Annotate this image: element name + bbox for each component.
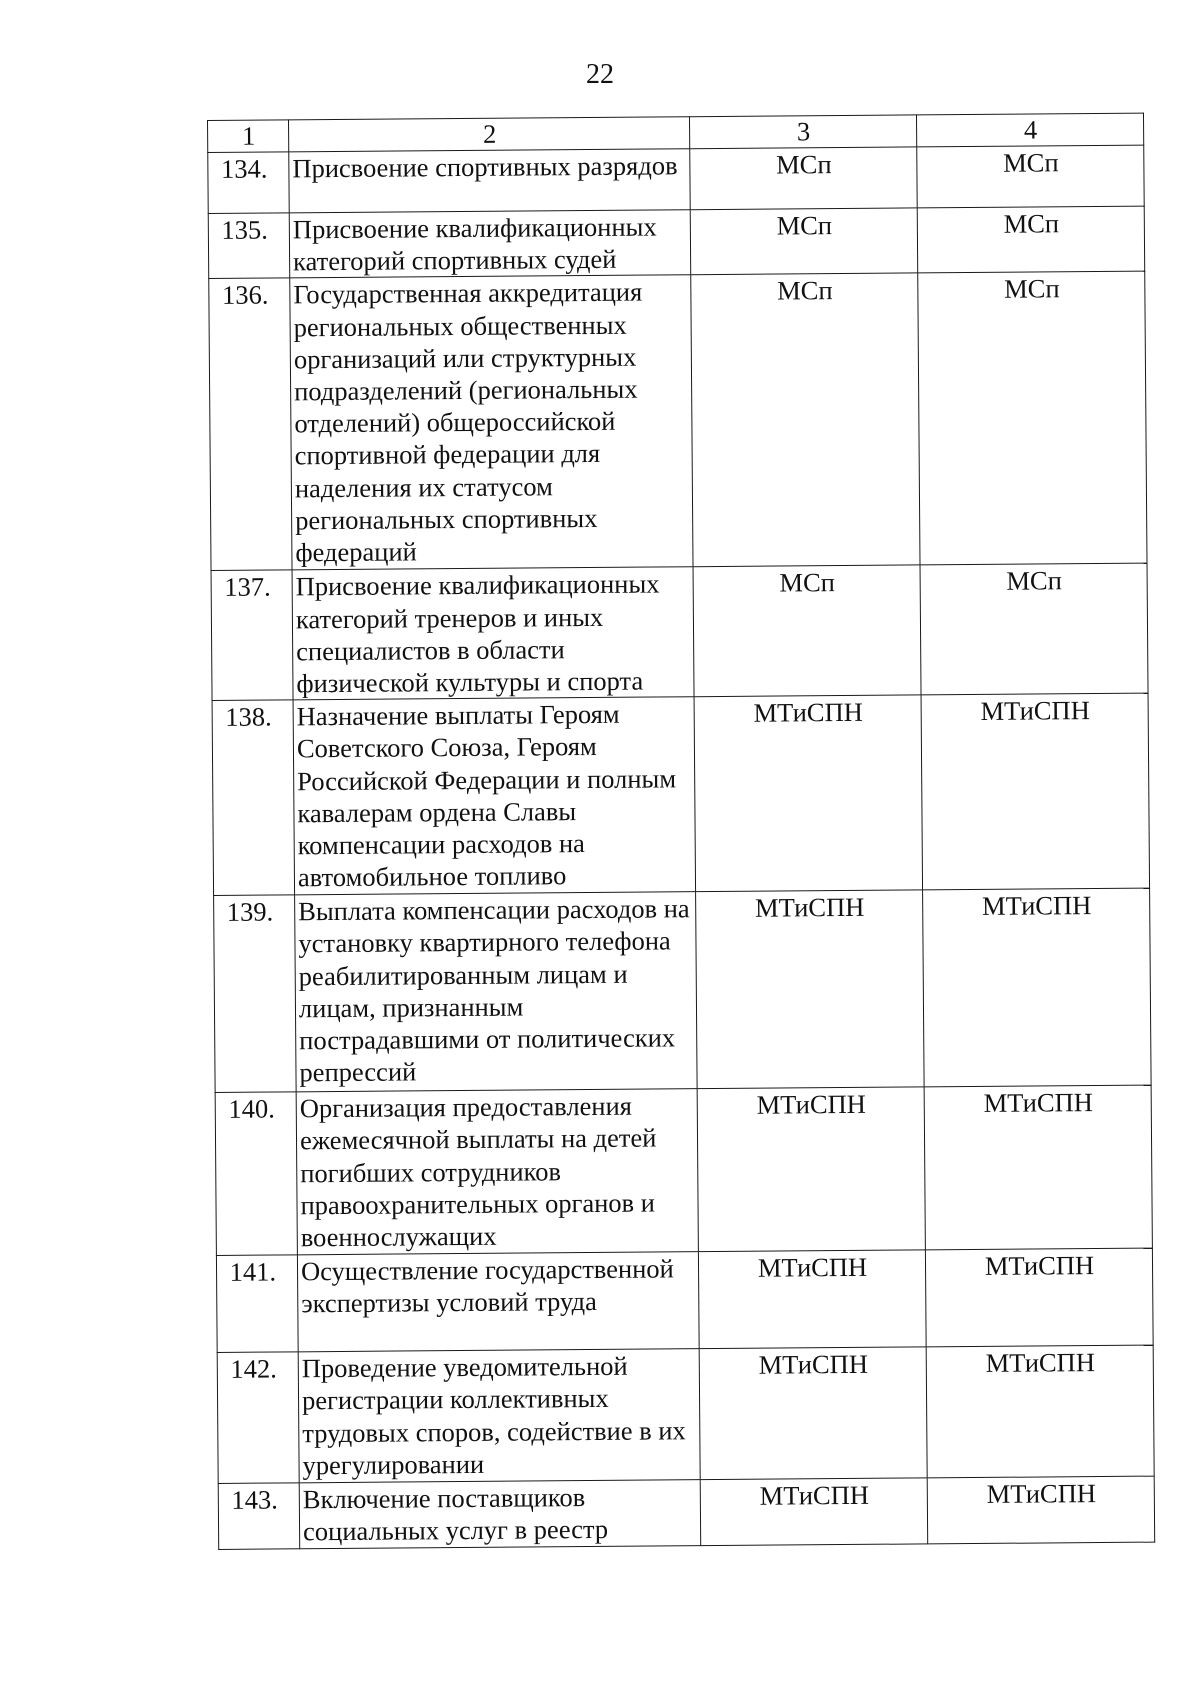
row-col4: МСп <box>917 206 1145 273</box>
row-col4: МТиСПН <box>926 1345 1154 1478</box>
services-table <box>207 113 1155 1551</box>
row-col4: МСп <box>918 272 1147 566</box>
table-row <box>209 272 1147 571</box>
table-row <box>214 888 1152 1092</box>
row-description: Государственная аккредитация региональных общественных организаций или структурных подразделений (региональных отделений) общероссийской спортивной федерации для наделения их статусом региональных спортивных федераций <box>290 275 693 570</box>
row-description: Назначение выплаты Героям Советского Союза, Героям Российской Федерации и полным кавалерам ордена Славы компенсации расходов на автомобильное топливо <box>293 697 696 895</box>
row-number: 138. <box>212 700 295 896</box>
row-number: 137. <box>211 570 293 700</box>
row-description: Включение поставщиков социальных услуг в реестр <box>299 1480 701 1549</box>
row-description: Проведение уведомительной регистрации коллективных трудовых споров, содействие в их урегулировании <box>298 1349 700 1483</box>
table-row <box>217 1345 1154 1483</box>
row-number: 136. <box>209 278 292 571</box>
table-row <box>212 693 1150 895</box>
row-description: Присвоение квалификационных категорий спортивных судей <box>289 210 691 279</box>
table-row <box>218 1476 1154 1549</box>
table-row <box>216 1248 1153 1352</box>
row-col3: МСп <box>690 208 918 275</box>
row-col3: МСп <box>691 273 920 567</box>
row-number: 141. <box>216 1255 298 1353</box>
row-number: 135. <box>208 213 290 279</box>
row-col3: МТиСПН <box>699 1347 927 1480</box>
row-description: Организация предоставления ежемесячной выплаты на детей погибших сотрудников правоохранительных органов и военнослужащих <box>296 1089 698 1255</box>
row-col3: МСп <box>690 147 917 210</box>
row-col3: МТиСПН <box>698 1250 926 1349</box>
table-row <box>208 145 1144 213</box>
row-number: 134. <box>208 152 289 214</box>
header-col-2: 2 <box>289 117 690 152</box>
table-row <box>215 1085 1152 1255</box>
header-col-4: 4 <box>916 113 1143 147</box>
row-col3: МСп <box>693 565 921 697</box>
row-number: 139. <box>214 895 297 1093</box>
row-col4: МТиСПН <box>921 693 1150 890</box>
row-description: Осуществление государственной экспертизы условий труда <box>297 1252 699 1352</box>
row-col3: МТиСПН <box>694 695 923 892</box>
row-col4: МТиСПН <box>924 1085 1152 1250</box>
table-row <box>211 564 1148 701</box>
header-col-3: 3 <box>689 115 916 149</box>
row-col4: МТиСПН <box>927 1476 1155 1544</box>
row-description: Присвоение квалификационных категорий тренеров и иных специалистов в области физической культуры и спорта <box>292 567 694 700</box>
row-col4: МТиСПН <box>925 1248 1153 1347</box>
row-col3: МТиСПН <box>697 1087 925 1252</box>
table-row <box>208 206 1144 279</box>
row-col4: МТиСПН <box>923 888 1152 1087</box>
header-col-1: 1 <box>208 120 289 153</box>
row-col3: МТиСПН <box>696 890 925 1089</box>
row-description: Выплата компенсации расходов на установку квартирного телефона реабилитированным лицам и лицам, признанным пострадавшими от политических репрессий <box>295 892 698 1092</box>
row-number: 140. <box>215 1092 297 1256</box>
page-number: 22 <box>586 59 614 90</box>
row-description: Присвоение спортивных разрядов <box>289 149 690 213</box>
row-number: 142. <box>217 1352 299 1484</box>
row-number: 143. <box>218 1483 300 1550</box>
row-col3: МТиСПН <box>700 1478 928 1546</box>
row-col4: МСп <box>917 145 1144 208</box>
row-col4: МСп <box>920 564 1148 696</box>
